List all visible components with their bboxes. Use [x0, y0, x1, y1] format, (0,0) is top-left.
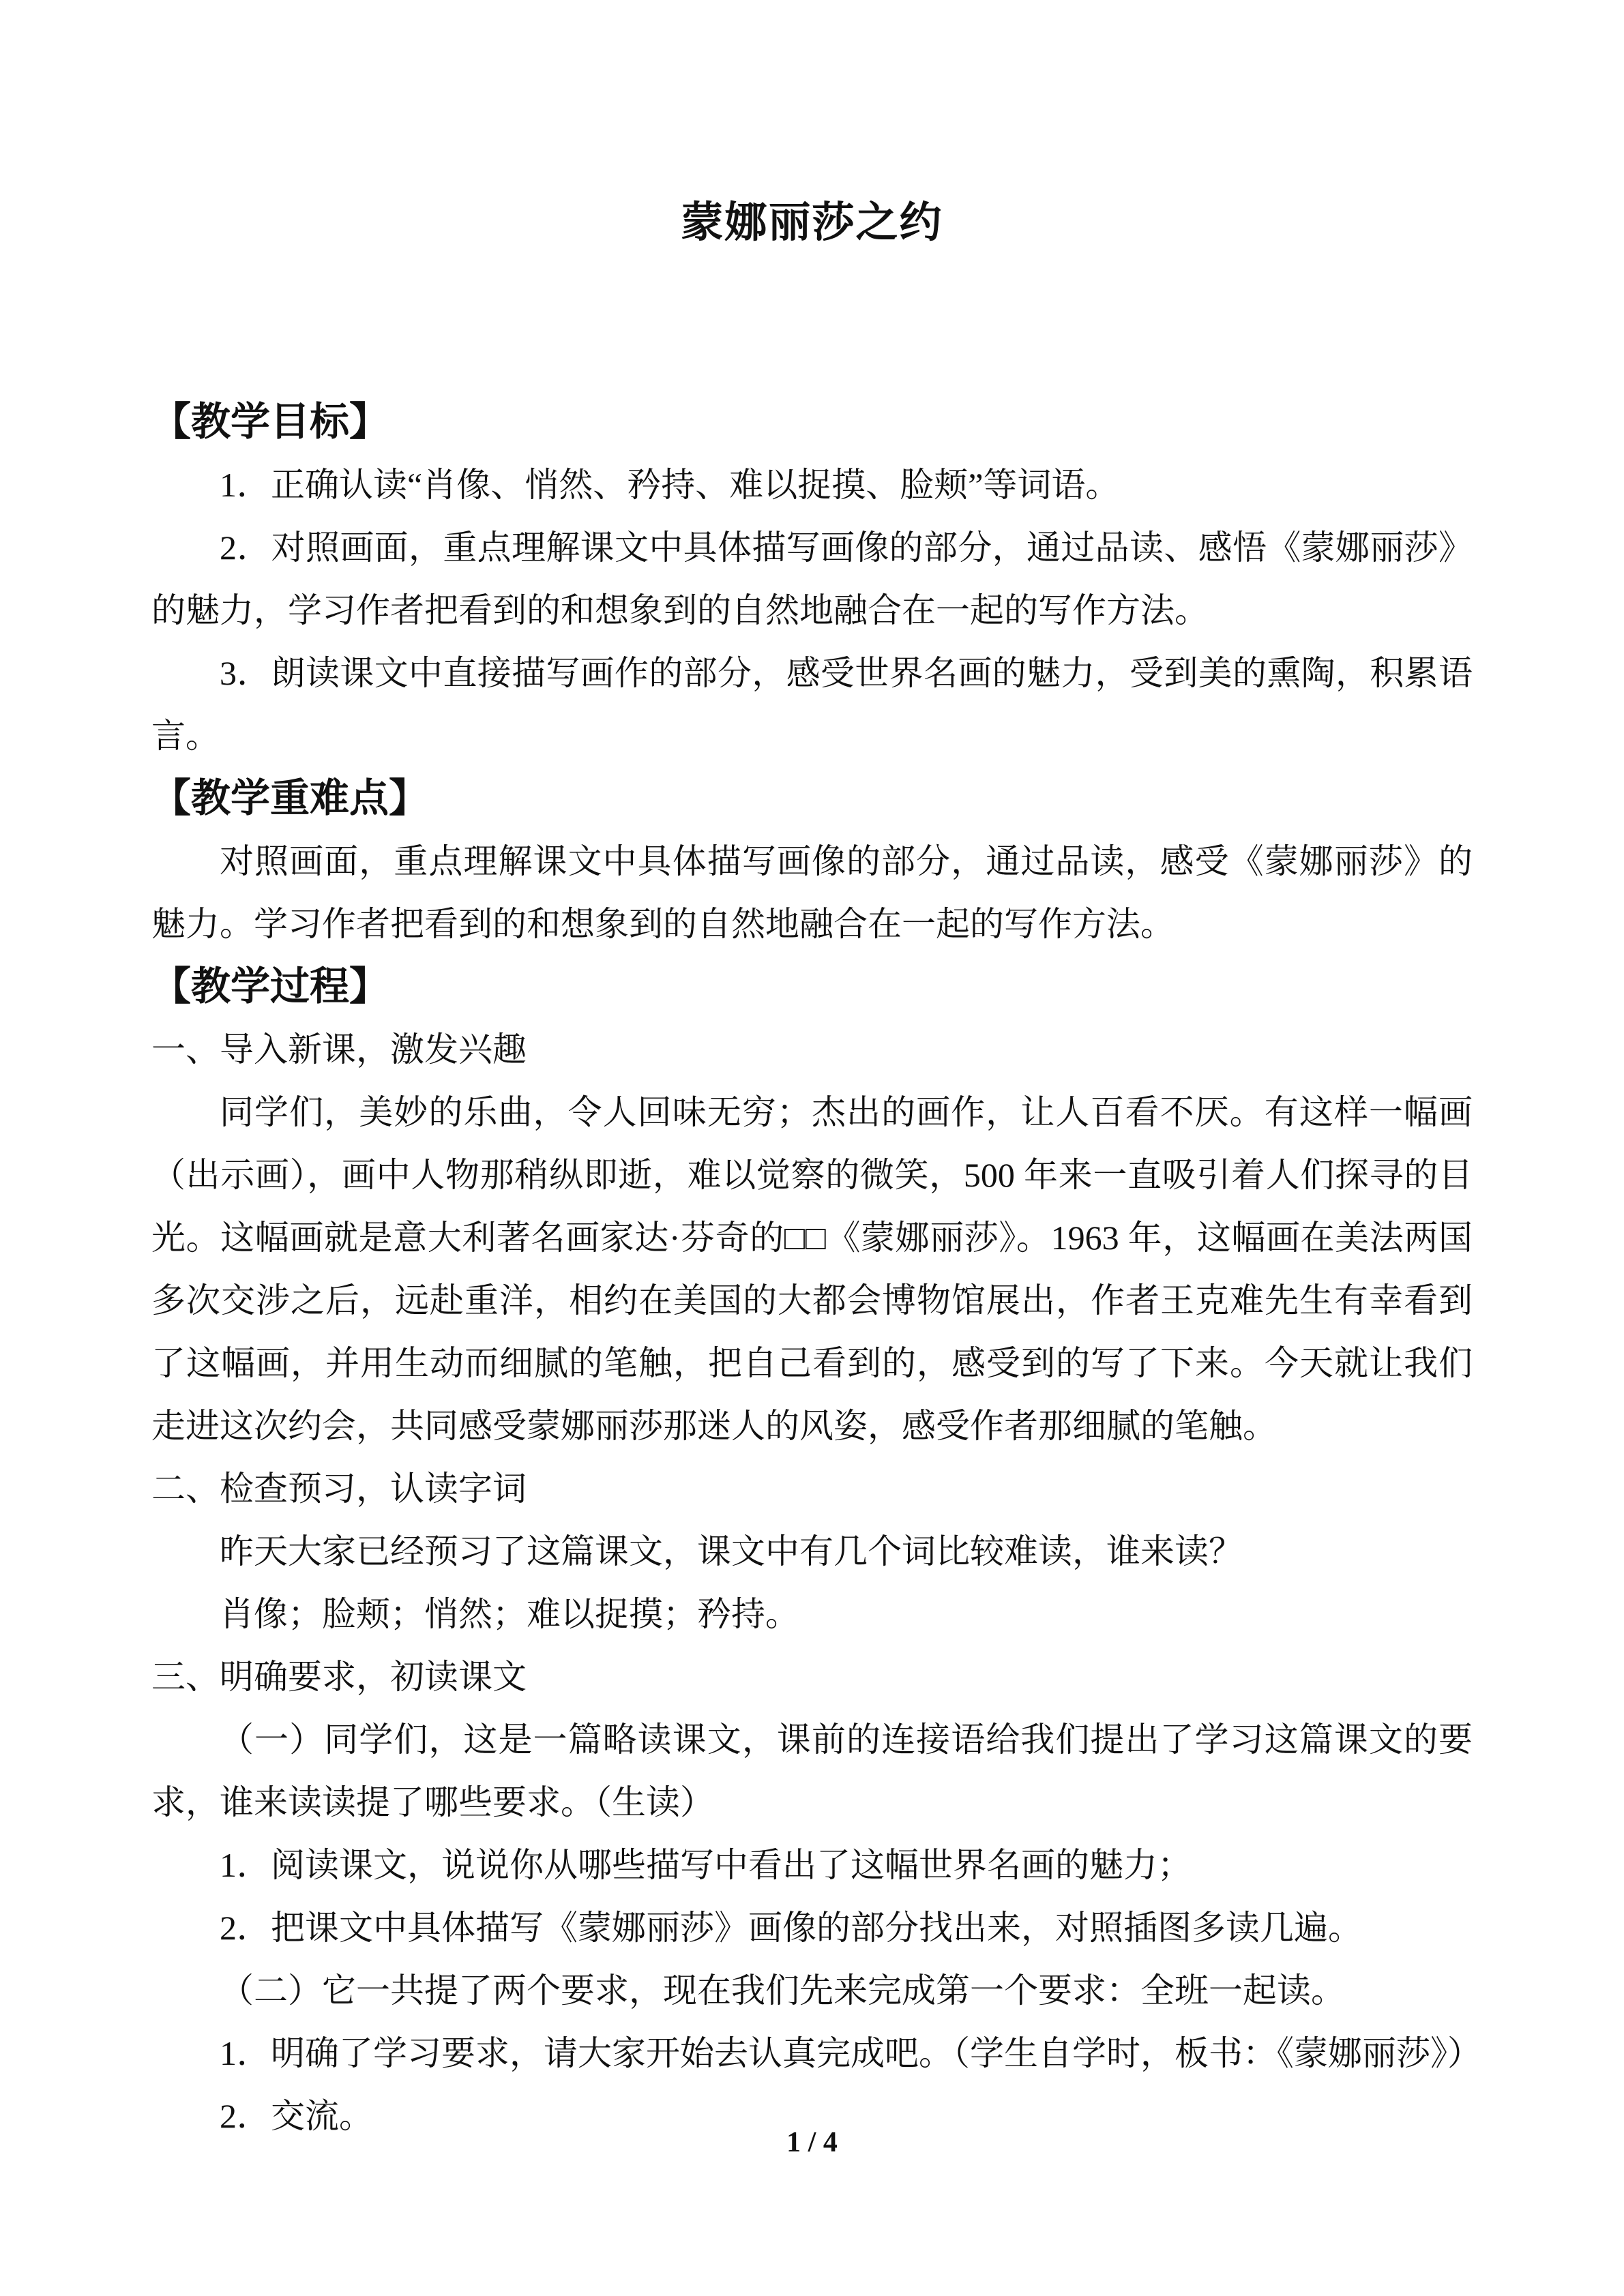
process-paragraph: 1．明确了学习要求，请大家开始去认真完成吧。（学生自学时，板书：《蒙娜丽莎》）	[220, 2034, 1481, 2072]
section-heading-objectives: 【教学目标】	[151, 400, 389, 444]
page-number: 1 / 4	[786, 2127, 838, 2158]
objectives-item: 1．正确认读“肖像、悄然、矜持、难以捉摸、脸颊”等词语。	[220, 466, 1120, 504]
section-key-points	[151, 767, 1473, 955]
objectives-item: 2．对照画面，重点理解课文中具体描写画像的部分，通过品读、感悟《蒙娜丽莎》的魅力，学习作者把看到的和想象到的自然地融合在一起的写作方法。	[151, 528, 1473, 629]
section-objectives	[151, 391, 1473, 767]
process-step-heading: 三、明确要求，初读课文	[151, 1658, 527, 1696]
process-paragraph: （一）同学们，这是一篇略读课文，课前的连接语给我们提出了学习这篇课文的要求，谁来读读提了哪些要求。（生读）	[151, 1720, 1473, 1821]
process-paragraph: 同学们，美妙的乐曲，令人回味无穷；杰出的画作，让人百看不厌。有这样一幅画（出示画），画中人物那稍纵即逝，难以觉察的微笑，500 年来一直吸引着人们探寻的目光。这幅画就是意大利著名画家达·芬奇的□□《蒙娜丽莎》。1963 年，这幅画在美法两国多次交涉之后，远赴重洋，相约在美国的大都会博物馆展出，作者王克难先生有幸看到了这幅画，并用生动而细腻的笔触，把自己看到的，感受到的写了下来。今天就让我们走进这次约会，共同感受蒙娜丽莎那迷人的风姿，感受作者那细腻的笔触。	[151, 1093, 1473, 1445]
process-paragraph: （二）它一共提了两个要求，现在我们先来完成第一个要求：全班一起读。	[220, 1971, 1345, 2010]
document-body	[151, 391, 1481, 2147]
process-paragraph: 昨天大家已经预习了这篇课文，课文中有几个词比较难读，谁来读？	[220, 1532, 1243, 1570]
section-process	[151, 955, 1481, 2147]
process-paragraph: 1．阅读课文，说说你从哪些描写中看出了这幅世界名画的魅力；	[220, 1846, 1192, 1884]
key-points-paragraph: 对照画面，重点理解课文中具体描写画像的部分，通过品读，感受《蒙娜丽莎》的魅力。学习作者把看到的和想象到的自然地融合在一起的写作方法。	[151, 842, 1473, 943]
section-heading-key-points: 【教学重难点】	[151, 776, 429, 820]
document-title: 蒙娜丽莎之约	[681, 200, 943, 246]
process-step-heading: 二、检查预习，认读字词	[151, 1470, 527, 1508]
section-heading-process: 【教学过程】	[151, 964, 389, 1009]
objectives-item: 3．朗读课文中直接描写画作的部分，感受世界名画的魅力，受到美的熏陶，积累语言。	[151, 654, 1473, 755]
process-paragraph: 2．交流。	[220, 2097, 373, 2135]
word-list: 肖像；脸颊；悄然；难以捉摸；矜持。	[220, 1595, 799, 1633]
process-step-heading: 一、导入新课，激发兴趣	[151, 1030, 527, 1069]
process-paragraph: 2．把课文中具体描写《蒙娜丽莎》画像的部分找出来，对照插图多读几遍。	[220, 1909, 1362, 1947]
